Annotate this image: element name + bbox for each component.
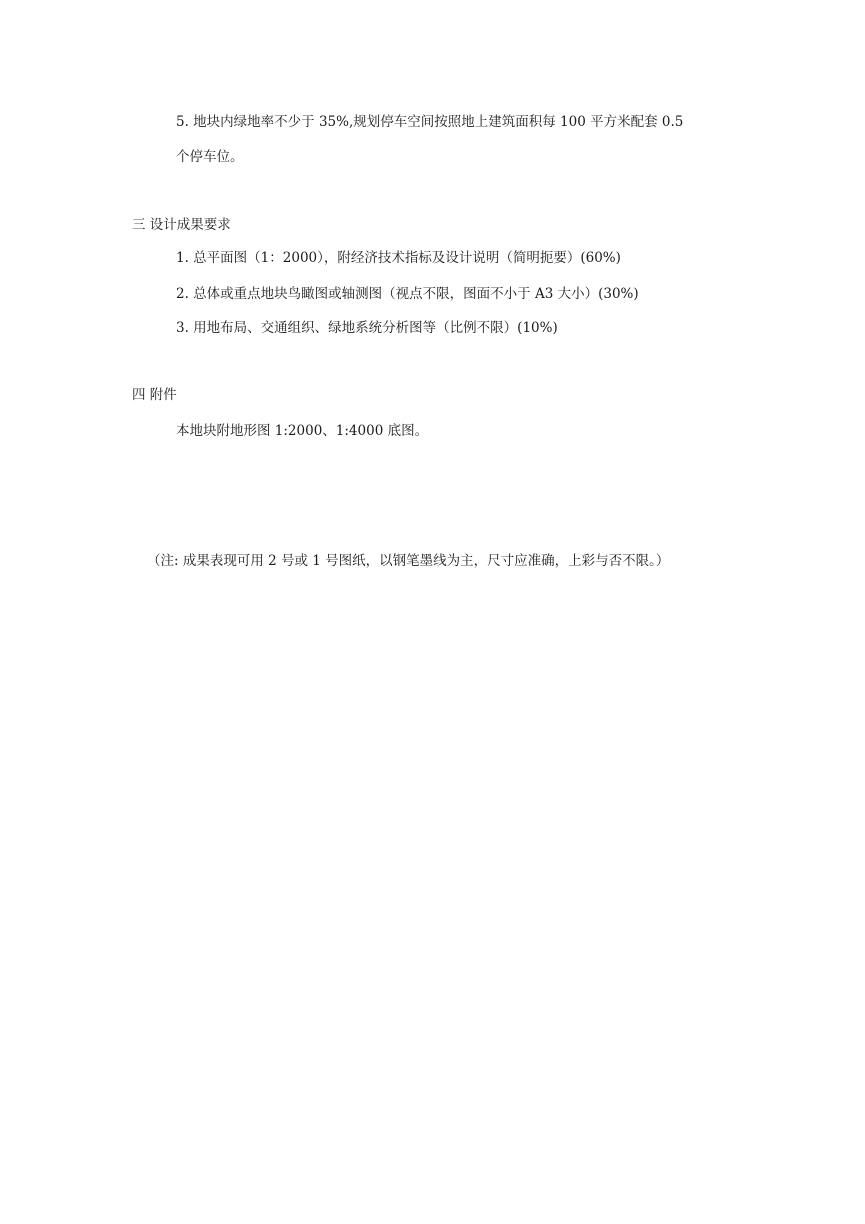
section-3-item-3: 3. 用地布局、交通组织、绿地系统分析图等（比例不限）(10%): [176, 320, 558, 336]
section-3-item-1: 1. 总平面图（1：2000），附经济技术指标及设计说明（简明扼要）(60%): [176, 250, 621, 266]
section-4-text: 本地块附地形图 1:2000、1:4000 底图。: [176, 423, 429, 439]
section-3-item-2: 2. 总体或重点地块鸟瞰图或轴测图（视点不限，图面不小于 A3 大小）(30%): [176, 286, 639, 302]
section-3-heading: 三 设计成果要求: [132, 217, 231, 233]
item-5-line-2: 个停车位。: [176, 149, 244, 165]
item-5-line-1: 5. 地块内绿地率不少于 35%,规划停车空间按照地上建筑面积每 100 平方米配套 0.5: [176, 114, 684, 130]
footnote: （注: 成果表现可用 2 号或 1 号图纸，以钢笔墨线为主，尺寸应准确，上彩与否不限。）: [147, 553, 670, 569]
section-4-heading: 四 附件: [132, 387, 177, 403]
